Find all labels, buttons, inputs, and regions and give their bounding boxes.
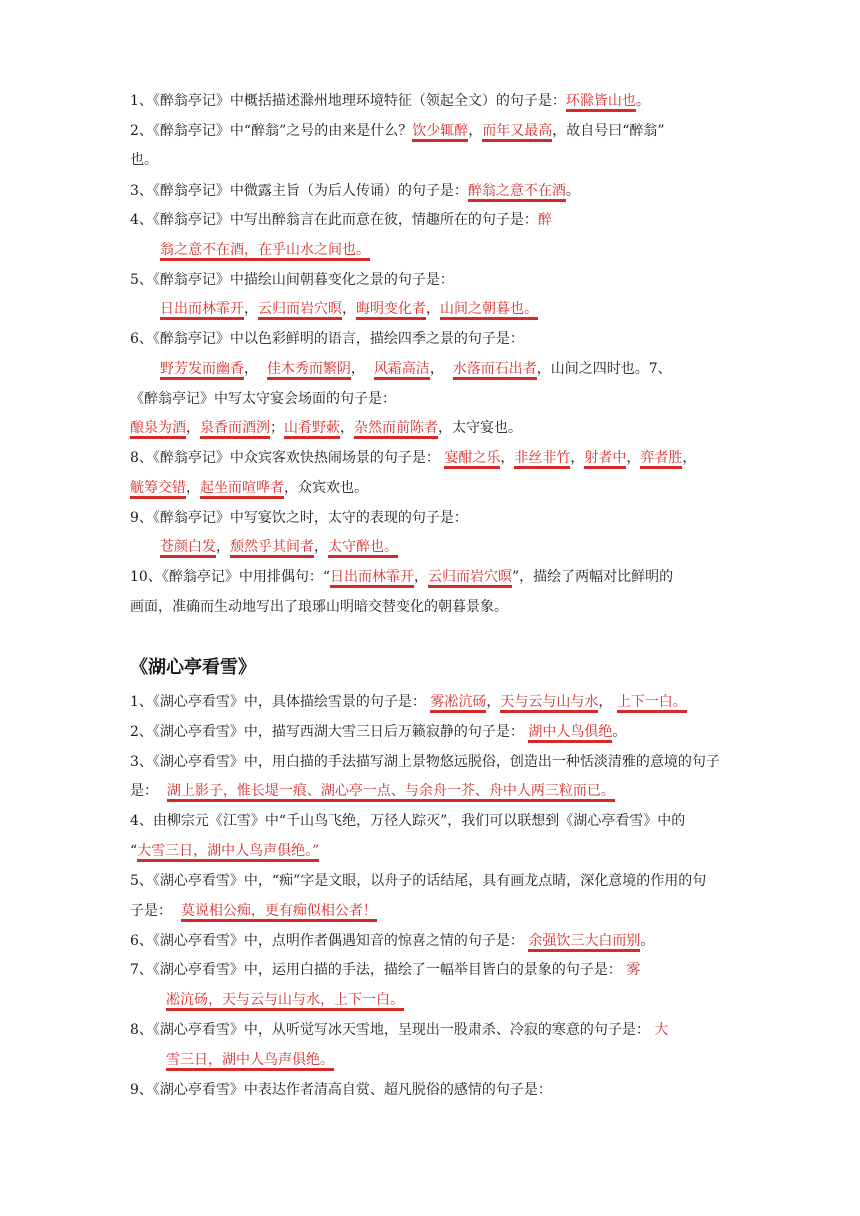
s2-q1: 1、《湖心亭看雪》中，具体描绘雪景的句子是： 雾凇沆砀，天与云与山与水， 上下一白。 [130, 694, 687, 710]
s2-q8-cont [166, 1050, 334, 1070]
s1-q7: 《醉翁亭记》中写太守宴会场面的句子是： [130, 391, 396, 407]
answer: 环滁皆山也 [565, 93, 636, 109]
answer: 苍颜白发 [160, 539, 216, 555]
answer: 雾凇沆砀 [430, 694, 487, 710]
answer: 而年又最高 [482, 123, 553, 139]
s1-q1: 1、《醉翁亭记》中概括描述滁州地理环境特征（领起全文）的句子是：环滁皆山也。 [130, 93, 650, 109]
s1-q8: 8、《醉翁亭记》中众宾客欢快热闹场景的句子是： 宴酣之乐，非丝非竹，射者中，弈者胜， [130, 450, 697, 466]
answer: 余强饮三大白而别 [528, 933, 641, 949]
answer: 宴酣之乐 [444, 450, 501, 466]
section-title: 《湖心亭看雪》 [130, 657, 256, 678]
answer: 弈者胜 [640, 450, 683, 466]
s1-q4: 4、《醉翁亭记》中写出醉翁言在此而意在彼，情趣所在的句子是：醉 [130, 212, 552, 228]
answer: 觥筹交错 [130, 480, 186, 496]
s2-q4-ans: “大雪三日，湖中人鸟声俱绝。” [130, 843, 320, 859]
s1-q6: 6、《醉翁亭记》中以色彩鲜明的语言，描绘四季之景的句子是： [130, 331, 524, 347]
s2-q4: 4、由柳宗元《江雪》中“千山鸟飞绝，万径人踪灭”，我们可以联想到《湖心亭看雪》中的 [130, 813, 686, 829]
s2-q7-cont [166, 990, 404, 1010]
s1-q10: 10、《醉翁亭记》中用排偶句：“日出而林霏开，云归而岩穴暝”，描绘了两幅对比鲜明的 [130, 569, 674, 585]
answer: 莫说相公痴，更有痴似相公者！ [180, 903, 377, 919]
answer: 非丝非竹 [514, 450, 571, 466]
s1-q5-ans: 日出而林霏开，云归而岩穴暝，晦明变化者，山间之朝暮也。 [160, 301, 538, 317]
s2-q5-ans: 子是： 莫说相公痴，更有痴似相公者！ [130, 903, 377, 919]
answer: 射者中 [584, 450, 627, 466]
answer: 晦明变化者 [356, 301, 426, 317]
s2-q5: 5、《湖心亭看雪》中，“痴”字是文眼，以舟子的话结尾，具有画龙点睛，深化意境的作用的句 [130, 873, 707, 889]
s2-q8: 8、《湖心亭看雪》中，从听觉写冰天雪地，呈现出一股肃杀、冷寂的寒意的句子是： 大 [130, 1022, 669, 1038]
s2-q7: 7、《湖心亭看雪》中，运用白描的手法，描绘了一幅举目皆白的景象的句子是： 雾 [130, 962, 641, 978]
answer: 天与云与山与水 [500, 694, 599, 710]
s1-q2-cont: 也。 [130, 152, 158, 168]
answer: 日出而林霏开 [329, 569, 414, 585]
s2-q9: 9、《湖心亭看雪》中表达作者清高自赏、超凡脱俗的感情的句子是： [130, 1082, 552, 1098]
answer: 饮少辄醉 [412, 123, 469, 139]
answer: 水落而石出者 [452, 361, 537, 377]
s1-q5: 5、《醉翁亭记》中描绘山间朝暮变化之景的句子是： [130, 272, 454, 288]
answer: 杂然而前陈者 [354, 420, 438, 436]
answer: 湖上影子，惟长堤一痕、湖心亭一点、与余舟一芥、舟中人两三粒而已。 [166, 783, 615, 799]
s1-q7-ans: 酿泉为酒，泉香而酒洌；山肴野蔌，杂然而前陈者，太守宴也。 [130, 420, 522, 436]
answer: 雪三日，湖中人鸟声俱绝。 [166, 1052, 334, 1068]
s1-q10-cont: 画面，准确而生动地写出了琅琊山明暗交替变化的朝暮景象。 [130, 599, 508, 615]
answer: 云归而岩穴暝 [258, 301, 342, 317]
s1-q9: 9、《醉翁亭记》中写宴饮之时，太守的表现的句子是： [130, 510, 468, 526]
s1-q8-cont: 觥筹交错，起坐而喧哗者，众宾欢也。 [130, 480, 368, 496]
s1-q2: 2、《醉翁亭记》中“醉翁”之号的由来是什么？饮少辄醉，而年又最高，故自号曰“醉翁” [130, 123, 665, 139]
answer: 颓然乎其间者 [230, 539, 314, 555]
s2-q2: 2、《湖心亭看雪》中，描写西湖大雪三日后万籁寂静的句子是： 湖中人鸟俱绝。 [130, 724, 627, 740]
s1-q6-ans: 野芳发而幽香， 佳木秀而繁阴， 风霜高洁， 水落而石出者，山间之四时也。7、 [160, 361, 672, 377]
answer: 大雪三日，湖中人鸟声俱绝。” [137, 843, 320, 859]
answer: 日出而林霏开 [160, 301, 244, 317]
answer: 凇沆砀，天与云与山与水，上下一白。 [166, 992, 404, 1008]
answer: 佳木秀而繁阴 [266, 361, 351, 377]
s2-q6: 6、《湖心亭看雪》中，点明作者偶遇知音的惊喜之情的句子是： 余强饮三大白而别。 [130, 933, 655, 949]
s2-q3-ans: 是： 湖上影子，惟长堤一痕、湖心亭一点、与余舟一芥、舟中人两三粒而已。 [130, 783, 615, 799]
answer: 上下一白。 [616, 694, 687, 710]
answer: 翁之意不在酒，在乎山水之间也。 [160, 242, 370, 258]
answer: 山肴野蔌 [284, 420, 340, 436]
answer: 山间之朝暮也。 [440, 301, 538, 317]
answer: 云归而岩穴暝 [427, 569, 512, 585]
answer: 酿泉为酒 [130, 420, 186, 436]
answer: 野芳发而幽香 [160, 361, 244, 377]
answer: 太守醉也。 [328, 539, 398, 555]
answer: 泉香而酒洌 [200, 420, 270, 436]
s1-q9-ans: 苍颜白发，颓然乎其间者，太守醉也。 [160, 539, 398, 555]
answer: 起坐而喧哗者 [200, 480, 284, 496]
answer: 风霜高洁 [373, 361, 430, 377]
answer: 醉翁之意不在酒 [467, 183, 566, 199]
s2-q3: 3、《湖心亭看雪》中，用白描的手法描写湖上景物悠远脱俗，创造出一种恬淡清雅的意境的句子 [130, 754, 720, 770]
s1-q3: 3、《醉翁亭记》中微露主旨（为后人传诵）的句子是：醉翁之意不在酒。 [130, 183, 580, 199]
answer: 湖中人鸟俱绝 [528, 724, 613, 740]
s1-q4-cont [160, 240, 370, 260]
